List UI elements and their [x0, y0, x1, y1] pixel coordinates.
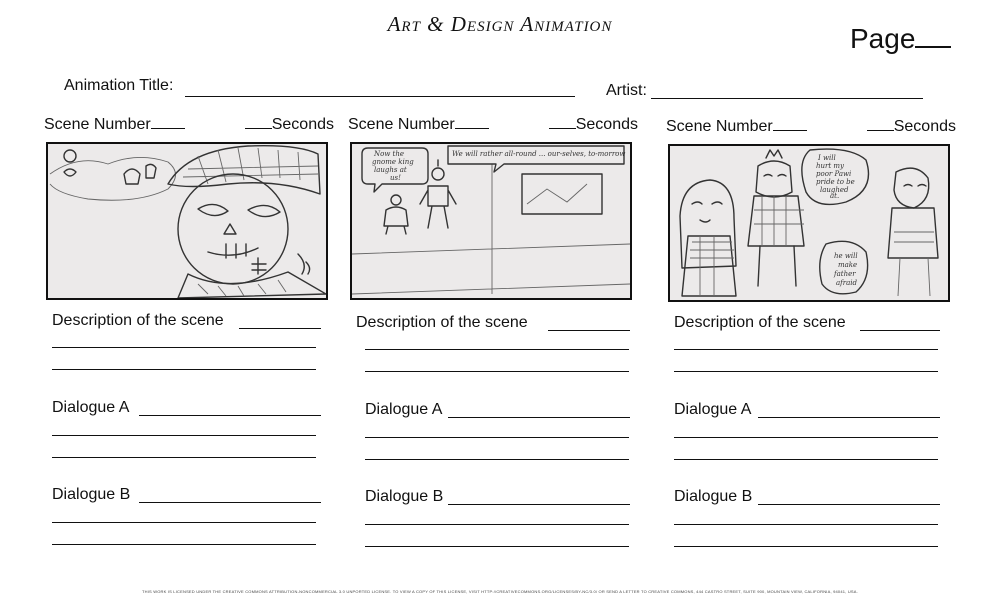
scene-header [44, 116, 334, 134]
sketch-text: poor Pawi [816, 170, 852, 178]
description-field[interactable] [548, 330, 630, 331]
sketch-text: laughed [820, 186, 849, 194]
dialogue-b-line[interactable] [52, 522, 316, 523]
sketch-panel-3 [668, 144, 950, 302]
dialogue-a-label: Dialogue A [52, 399, 130, 416]
description-label: Description of the scene [674, 314, 846, 331]
sketch-text: afraid [836, 279, 858, 287]
dialogue-a-line[interactable] [365, 437, 629, 438]
description-field[interactable] [239, 328, 321, 329]
sketch-text: us! [390, 174, 401, 182]
scene-number-label: Scene Number [348, 116, 455, 133]
seconds-group [867, 118, 956, 136]
description-label: Description of the scene [52, 312, 224, 329]
dialogue-b-field[interactable] [448, 504, 630, 505]
scene-number-field[interactable] [455, 116, 489, 129]
dialogue-a-line[interactable] [674, 459, 938, 460]
animation-title-label: Animation Title: [64, 77, 174, 94]
sketch-panel-2 [350, 142, 632, 300]
scarecrow-sketch [48, 144, 326, 298]
description-line[interactable] [52, 347, 316, 348]
seconds-group [245, 116, 334, 134]
dialogue-b-label: Dialogue B [674, 488, 753, 505]
seconds-label: Seconds [893, 118, 956, 135]
description-field[interactable] [860, 330, 940, 331]
scene-number-field[interactable] [773, 118, 807, 131]
description-line[interactable] [52, 369, 316, 370]
sketch-text: at. [830, 192, 840, 200]
dialogue-b-line[interactable] [365, 524, 629, 525]
gnome-king-sketch [352, 144, 630, 298]
three-characters-sketch [670, 146, 948, 300]
dialogue-b-line[interactable] [365, 546, 629, 547]
sketch-text: hurt my [816, 162, 844, 170]
dialogue-a-label: Dialogue A [674, 401, 752, 418]
seconds-label: Seconds [271, 116, 334, 133]
sketch-text: he will [834, 252, 858, 260]
dialogue-a-line[interactable] [52, 457, 316, 458]
dialogue-a-line[interactable] [52, 435, 316, 436]
description-line[interactable] [365, 371, 629, 372]
description-line[interactable] [674, 349, 938, 350]
dialogue-a-field[interactable] [139, 415, 321, 416]
dialogue-a-line[interactable] [365, 459, 629, 460]
description-label: Description of the scene [356, 314, 528, 331]
dialogue-a-label: Dialogue A [365, 401, 443, 418]
seconds-field[interactable] [245, 116, 272, 129]
scene-header [348, 116, 638, 134]
sketch-text: We will rather all-round ... our-selves, to-morrow [452, 150, 626, 158]
page-number-blank[interactable] [915, 22, 951, 48]
scene-number-label: Scene Number [44, 116, 151, 133]
storyboard-column-2 [348, 116, 638, 586]
seconds-field[interactable] [867, 118, 894, 131]
storyboard-column-3 [666, 118, 956, 588]
dialogue-b-line[interactable] [52, 544, 316, 545]
scene-header [666, 118, 956, 136]
dialogue-b-field[interactable] [758, 504, 940, 505]
dialogue-b-label: Dialogue B [365, 488, 444, 505]
animation-title-field[interactable] [185, 96, 575, 97]
dialogue-b-label: Dialogue B [52, 486, 131, 503]
sketch-text: pride to be [816, 178, 855, 186]
seconds-group [549, 116, 638, 134]
storyboard-column-1 [44, 116, 334, 586]
sketch-text: father [834, 270, 856, 278]
license-footer: THIS WORK IS LICENSED UNDER THE CREATIVE COMMONS ATTRIBUTION-NONCOMMERCIAL 3.0 UNPORTED LICENSE. TO VIEW A COPY OF THIS LICENSE, VISIT HTTP://CREATIVECOMMONS.ORG/LICENSES/BY-NC/3.0/ OR SEND A LETTER TO CREATIVE COMMONS, 444 CASTRO STREET, SUITE 900, MOUNTAIN VIEW, CALIFORNIA, 94041, USA. [142, 589, 858, 594]
dialogue-b-field[interactable] [139, 502, 321, 503]
dialogue-a-line[interactable] [674, 437, 938, 438]
dialogue-b-line[interactable] [674, 546, 938, 547]
sketch-text: I will [818, 154, 836, 162]
description-line[interactable] [674, 371, 938, 372]
page-header-title: Art & Design Animation [387, 12, 613, 36]
dialogue-a-field[interactable] [758, 417, 940, 418]
seconds-field[interactable] [549, 116, 576, 129]
dialogue-a-field[interactable] [448, 417, 630, 418]
sketch-panel-1 [46, 142, 328, 300]
seconds-label: Seconds [575, 116, 638, 133]
sketch-text: Now the [374, 150, 405, 158]
sketch-text: laughs at [374, 166, 407, 174]
scene-number-field[interactable] [151, 116, 185, 129]
scene-number-label: Scene Number [666, 118, 773, 135]
sketch-text: make [838, 261, 858, 269]
artist-label: Artist: [606, 82, 647, 99]
dialogue-b-line[interactable] [674, 524, 938, 525]
sketch-text: gnome king [372, 158, 414, 166]
description-line[interactable] [365, 349, 629, 350]
artist-field[interactable] [651, 98, 923, 99]
page-number-label: Page [850, 22, 951, 55]
